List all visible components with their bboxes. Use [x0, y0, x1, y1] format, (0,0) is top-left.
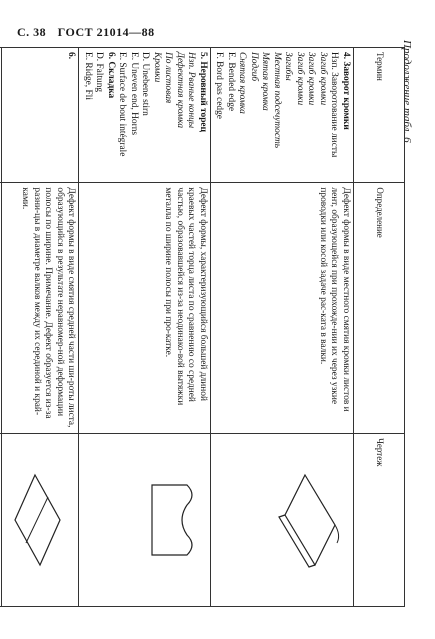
term-line: Загиб кромки [318, 52, 328, 106]
term-line: Подгиб [249, 52, 259, 82]
term-cell [79, 48, 211, 183]
table-header-row [354, 48, 405, 607]
term-title: 6. [66, 52, 77, 60]
term-line: E. Surface de bout intégrale [117, 52, 128, 157]
term-line: E. Uneven end, Horns [129, 52, 139, 136]
term-cell [2, 48, 79, 183]
term-line: F. Bord pas cedge [214, 52, 225, 119]
term-line: D. Faltung [94, 52, 105, 93]
term-line: Местная подсечутость [272, 52, 282, 149]
definition-cell: Дефект формы, характеризующийся большей длиной краевых частей торца листа по сравнению со средней частью, образовавшейся из-за неодинако-вой вытяжки металла по ширине полосы при про-катке. [79, 183, 211, 434]
drawing-cell [211, 434, 354, 607]
uneven-end-drawing [142, 475, 202, 565]
page-header [17, 25, 163, 40]
page-number: С. 38 [17, 25, 47, 39]
term-line: По листовая [163, 52, 174, 104]
term-line: E. Ridge, Fli [83, 52, 93, 100]
table-row [0, 48, 2, 607]
term-cell [0, 48, 2, 183]
table-continuation-label: Продолжение табл. 6 [401, 40, 413, 143]
defects-table [0, 47, 405, 607]
term-line: Дефектная кромка [175, 52, 185, 129]
term-title: 5. Неровный торец [198, 52, 208, 132]
bent-edge-drawing [275, 465, 345, 575]
term-title: 4. Заворот кромки [341, 52, 351, 130]
column-header-definition: Определение [354, 183, 405, 434]
term-line: Кромки [152, 52, 162, 83]
table-row [211, 48, 354, 607]
table-row [2, 48, 79, 607]
term-line: Загиб кромки [295, 52, 305, 106]
ridge-drawing [11, 465, 71, 575]
definition-cell [0, 183, 2, 434]
definition-cell: Дефект формы в виде местного смятия кромки листов и лент, образующейся при прохожде-нии их через узкие проводки или косой задаче рас-ката в валки. [211, 183, 354, 434]
term-line: D. Unebene stirn [140, 52, 151, 116]
term-cell [211, 48, 354, 183]
column-header-drawing: Чертеж [354, 434, 405, 607]
term-line: E. Bended edge [226, 52, 236, 112]
drawing-cell [79, 434, 211, 607]
term-line: 6. Складка [106, 52, 116, 99]
drawing-cell [0, 434, 2, 607]
term-line: Загиб кромки [306, 52, 317, 106]
drawing-cell [2, 434, 79, 607]
column-header-term: Термин [354, 48, 405, 183]
standard-code: ГОСТ 21014—88 [57, 25, 155, 39]
term-line: Загибы [283, 52, 294, 81]
term-line: Нзп. Заворотование листы [329, 52, 340, 158]
term-line: Мятая кромка [260, 52, 271, 111]
table-row [79, 48, 211, 607]
definition-cell: Дефект формы в виде смятия средней части ши-роты листа, образующийся в результате неравномер-ной деформации полосы по ширине. Примечание. Дефект образуется из-за разни-цы в диаметре валков между их серединой и край-ками. [2, 183, 79, 434]
term-line: Снятая кромка [237, 52, 248, 114]
term-line: Нзп. Рваные концы [186, 52, 197, 129]
